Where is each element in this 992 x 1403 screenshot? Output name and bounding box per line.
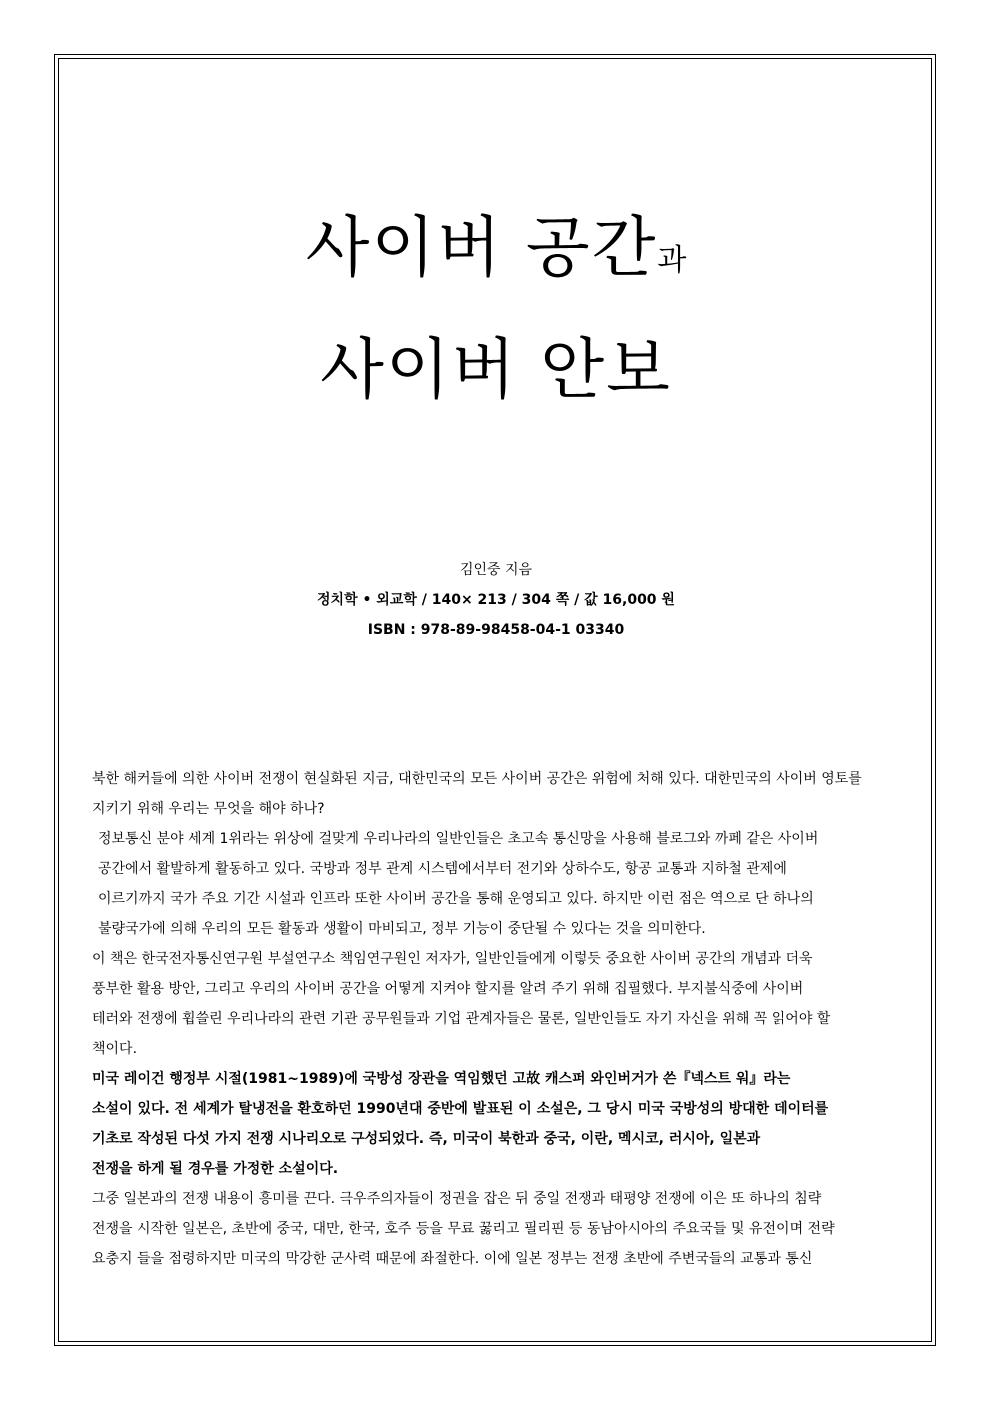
paragraph-2 [92,824,918,944]
text-line: 이르기까지 국가 주요 기간 시설과 인프라 또한 사이버 공간을 통해 운영되고 있다. 하지만 이런 점은 역으로 단 하나의 [98,891,814,907]
text-line: 전쟁을 시작한 일본은, 초반에 중국, 대만, 한국, 호주 등을 무료 꿇리고 필리핀 등 동남아시아의 주요국들 및 유전이며 전략 [92,1221,835,1237]
text-line: 불량국가에 의해 우리의 모든 활동과 생활이 마비되고, 정부 기능이 중단될 수 있다는 것을 의미한다. [98,921,706,937]
text-line: 이 책은 한국전자통신연구원 부설연구소 책임연구원인 저자가, 일반인들에게 이렇듯 중요한 사이버 공간의 개념과 더욱 [92,951,813,967]
book-spec-line: 정치학 • 외교학 / 140× 213 / 304 쪽 / 값 16,000 원 [317,592,675,608]
text-line: 정보통신 분야 세계 1위라는 위상에 걸맞게 우리나라의 일반인들은 초고속 통신망을 사용해 블로그와 까페 같은 사이버 [98,831,819,847]
text-line: 미국 레이건 행정부 시절(1981~1989)에 국방성 장관을 역임했던 고故 캐스퍼 와인버거가 쓴『넥스트 워』라는 [92,1071,791,1087]
book-title-line-2: 사이버 안보 [320,331,672,408]
text-line: 책이다. [92,1041,138,1057]
text-line: 북한 해커들에 의한 사이버 전쟁이 현실화된 지금, 대한민국의 모든 사이버 공간은 위험에 처해 있다. 대한민국의 사이버 영토를 [92,771,862,787]
author-line: 김인중 지음 [459,562,533,578]
text-line: 풍부한 활용 방안, 그리고 우리의 사이버 공간을 어떻게 지켜야 할지를 알려 주기 위해 집필했다. 부지불식중에 사이버 [92,981,804,997]
text-line: 소설이 있다. 전 세계가 탈냉전을 환호하던 1990년대 중반에 발표된 이 소설은, 그 당시 미국 국방성의 방대한 데이터를 [92,1101,829,1117]
book-title-line-1 [0,208,992,301]
book-title-suffix: 과 [657,243,687,278]
text-line: 요충지 들을 점령하지만 미국의 막강한 군사력 때문에 좌절한다. 이에 일본 정부는 전쟁 초반에 주변국들의 교통과 통신 [92,1251,813,1267]
text-line: 지키기 위해 우리는 무엇을 해야 하나? [92,801,325,817]
paragraph-3 [92,944,918,1064]
text-line: 공간에서 활발하게 활동하고 있다. 국방과 정부 관계 시스템에서부터 전기와 상하수도, 항공 교통과 지하철 관제에 [98,861,787,877]
isbn-line: ISBN : 978-89-98458-04-1 03340 [367,622,625,638]
text-line: 전쟁을 하게 될 경우를 가정한 소설이다. [92,1161,339,1177]
text-line: 그중 일본과의 전쟁 내용이 흥미를 끈다. 극우주의자들이 정권을 잡은 뒤 중일 전쟁과 태평양 전쟁에 이은 또 하나의 침략 [92,1191,822,1207]
text-line: 기초로 작성된 다섯 가지 전쟁 시나리오로 구성되었다. 즉, 미국이 북한과 중국, 이란, 멕시코, 러시아, 일본과 [92,1131,761,1147]
paragraph-1 [92,764,918,824]
book-title-main: 사이버 공간 [305,209,658,286]
paragraph-5 [92,1184,918,1274]
book-description [92,764,918,1274]
paragraph-4 [92,1064,918,1184]
text-line: 테러와 전쟁에 휩쓸린 우리나라의 관련 기관 공무원들과 기업 관계자들은 물론, 일반인들도 자기 자신을 위해 꼭 읽어야 할 [92,1011,831,1027]
